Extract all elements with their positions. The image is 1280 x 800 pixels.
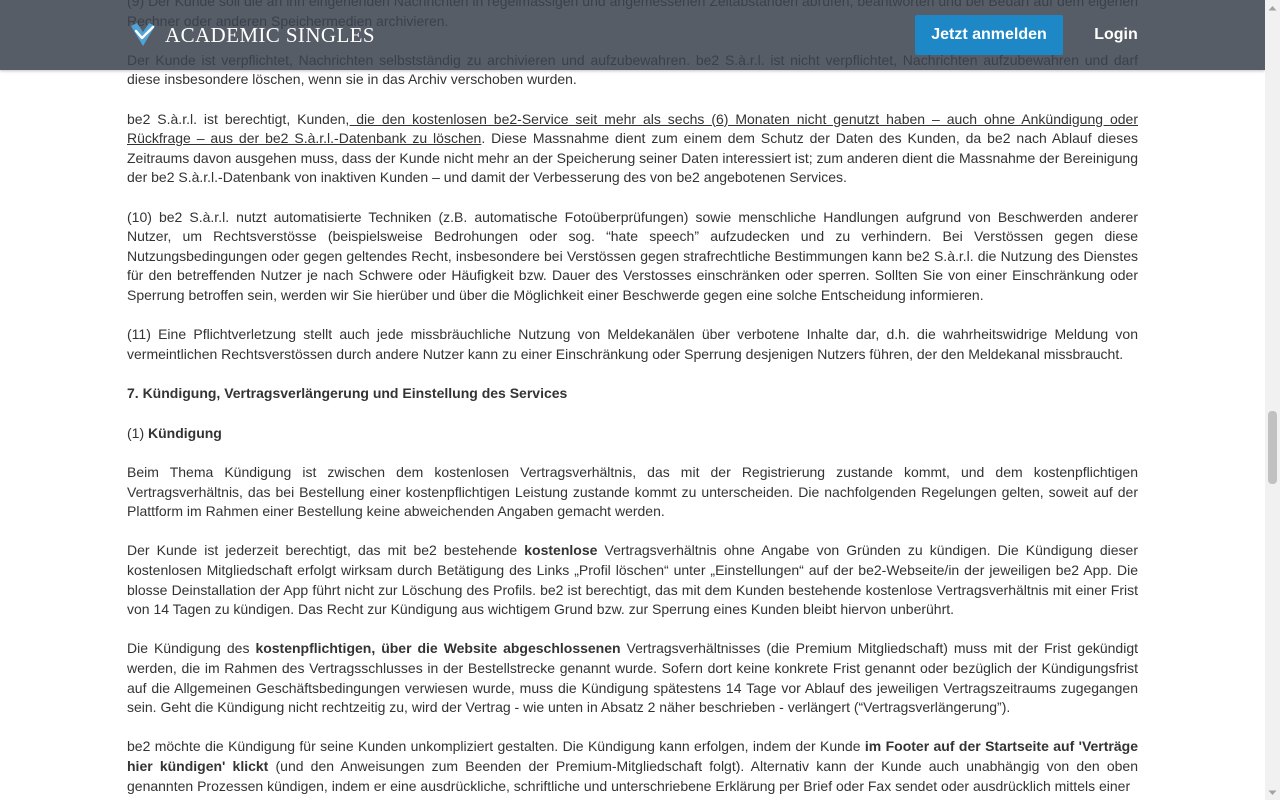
paragraph-9b: diese insbesondere löschen, wenn sie in das Archiv verschoben wurden. (127, 71, 577, 88)
section-7-heading (127, 384, 1138, 404)
subsection-1-title: Kündigung (148, 424, 222, 441)
paragraph-9c-underlined: , die den kostenlosen be2-Service seit mehr als sechs (6) Monaten nicht genutzt haben – auch ohne Ankündigung oder Rückfrage – aus der be2 S.à.r.l.-Datenbank zu löschen (127, 110, 1138, 147)
subsection-1-prefix: (1) (127, 424, 148, 441)
login-button[interactable]: Login (1094, 26, 1138, 43)
scroll-up-arrow-icon[interactable] (1265, 0, 1280, 15)
paragraph-simple-start: be2 möchte die Kündigung für seine Kunden unkompliziert gestalten. Die Kündigung kann erfolgen, indem der Kunde (127, 738, 865, 755)
brand-name: ACADEMIC SINGLES (165, 22, 375, 47)
register-button[interactable]: Jetzt anmelden (915, 15, 1063, 55)
paragraph-9c (127, 110, 1138, 188)
paragraph-paid-start: Die Kündigung des (127, 640, 256, 657)
subsection-1-heading (127, 424, 1138, 444)
site-header (0, 0, 1265, 70)
terms-content (127, 0, 1138, 800)
paragraph-simple-bold: im Footer auf der Startseite auf 'Verträge hier kündigen' klickt (127, 738, 1138, 774)
paragraph-paid-contract (127, 639, 1138, 717)
paragraph-simple-cancellation (127, 737, 1138, 796)
paragraph-free-end: Vertragsverhältnis ohne Angabe von Gründen zu kündigen. Die Kündigung dieser kostenlosen Mitgliedschaft erfolgt wirksam durch Betätigung des Links „Profil löschen“ unter „Einstellungen“ auf der be2-Webseite/in der jeweiligen be2 App. Die blosse Deinstallation der App führt nicht zur Löschung des Profils. be2 ist berechtigt, das mit dem Kunden bestehende kostenlose Vertragsverhältnis mit einer Frist von 14 Tagen zu kündigen. Das Recht zur Kündigung aus wichtigem Grund bzw. zur Sperrung eines Kunden bleibt hiervon unberührt. (127, 542, 1138, 618)
scrollbar-thumb[interactable] (1268, 411, 1277, 484)
paragraph-9c-start: be2 S.à.r.l. ist berechtigt, Kunden (127, 110, 346, 127)
paragraph-kuendigung-intro: Beim Thema Kündigung ist zwischen dem kostenlosen Vertragsverhältnis, das mit der Registrierung zustande kommt, und dem kostenpflichtigen Vertragsverhältnis, das bei Bestellung einer kostenpflichtigen Leistung zustande kommt zu unterscheiden. Die nachfolgenden Regelungen gelten, soweit auf der Plattform im Rahmen einer Bestellung keine abweichenden Angaben gemacht werden. (127, 464, 1138, 520)
heart-check-logo-icon (127, 21, 159, 49)
paragraph-11: (11) Eine Pflichtverletzung stellt auch jede missbräuchliche Nutzung von Meldekanälen über verbotene Inhalte dar, d.h. die wahrheitswidrige Meldung von vermeintlichen Rechtsverstössen durch andere Nutzer kann zu einer Einschränkung oder Sperrung desjenigen Nutzers führen, der den Meldekanal missbraucht. (127, 326, 1138, 362)
paragraph-free-start: Der Kunde ist jederzeit berechtigt, das mit be2 bestehende (127, 542, 525, 559)
section-7-heading-text: 7. Kündigung, Vertragsverlängerung und Einstellung des Services (127, 384, 568, 401)
paragraph-free-bold: kostenlose (524, 542, 598, 559)
paragraph-paid-bold: kostenpflichtigen, über die Website abgeschlossenen (255, 640, 621, 657)
paragraph-simple-end: (und den Anweisungen zum Beenden der Premium-Mitgliedschaft folgt). Alternativ kann der Kunde auch unabhängig von den oben genannten Prozessen kündigen, indem er eine ausdrückliche, schriftliche und unterschriebene Erklärung per Brief oder Fax sendet oder ausdrücklich mittels einer (127, 757, 1138, 794)
brand-logo[interactable] (127, 21, 375, 49)
paragraph-9c-end: . Diese Massnahme dient zum einem dem Schutz der Daten des Kunden, da be2 nach Ablauf dieses Zeitraums davon ausgehen muss, dass der Kunde nicht mehr an der Speicherung seiner Daten interessiert ist; zum anderen dient die Massnahme der Bereinigung der be2 S.à.r.l.-Datenbank von inaktiven Kunden – und damit der Verbesserung des von be2 angebotenen Services. (127, 130, 1138, 186)
paragraph-10: (10) be2 S.à.r.l. nutzt automatisierte Techniken (z.B. automatische Fotoüberprüfungen) sowie menschliche Handlungen aufgrund von Beschwerden anderer Nutzer, um Rechtsverstösse (beispielsweise Bedrohungen oder sog. “hate speech” aufzudecken und zu verhindern. Bei Verstössen gegen diese Nutzungsbedingungen oder gegen geltendes Recht, insbesondere bei Verstössen gegen strafrechtliche Bestimmungen kann be2 S.à.r.l. die Nutzung des Dienstes für den betreffenden Nutzer je nach Schwere oder Häufigkeit bzw. Dauer des Verstosses einschränken oder sperren. Sollten Sie von einer Einschränkung oder Sperrung betroffen sein, werden wir Sie hierüber und über die Möglichkeit einer Beschwerde gegen eine solche Entscheidung informieren. (127, 208, 1138, 303)
paragraph-free-contract (127, 541, 1138, 619)
vertical-scrollbar[interactable] (1265, 0, 1280, 800)
scroll-down-arrow-icon[interactable] (1265, 785, 1280, 800)
paragraph-paid-end: Vertragsverhältnisses (die Premium Mitgliedschaft) muss mit der Frist gekündigt werden, die im Rahmen des Vertragsschlusses in der Bestellstrecke genannt wurde. Sofern dort keine konkrete Frist genannt oder bezüglich der Kündigungsfrist auf die Allgemeinen Geschäftsbedingungen verwiesen wurde, muss die Kündigung spätestens 14 Tage vor Ablauf des jeweiligen Vertragszeitraums zugegangen sein. Geht die Kündigung nicht rechtzeitig zu, wird der Vertrag - wie unten in Absatz 2 näher beschrieben - verlängert (“Vertragsverlängerung”). (127, 640, 1139, 716)
